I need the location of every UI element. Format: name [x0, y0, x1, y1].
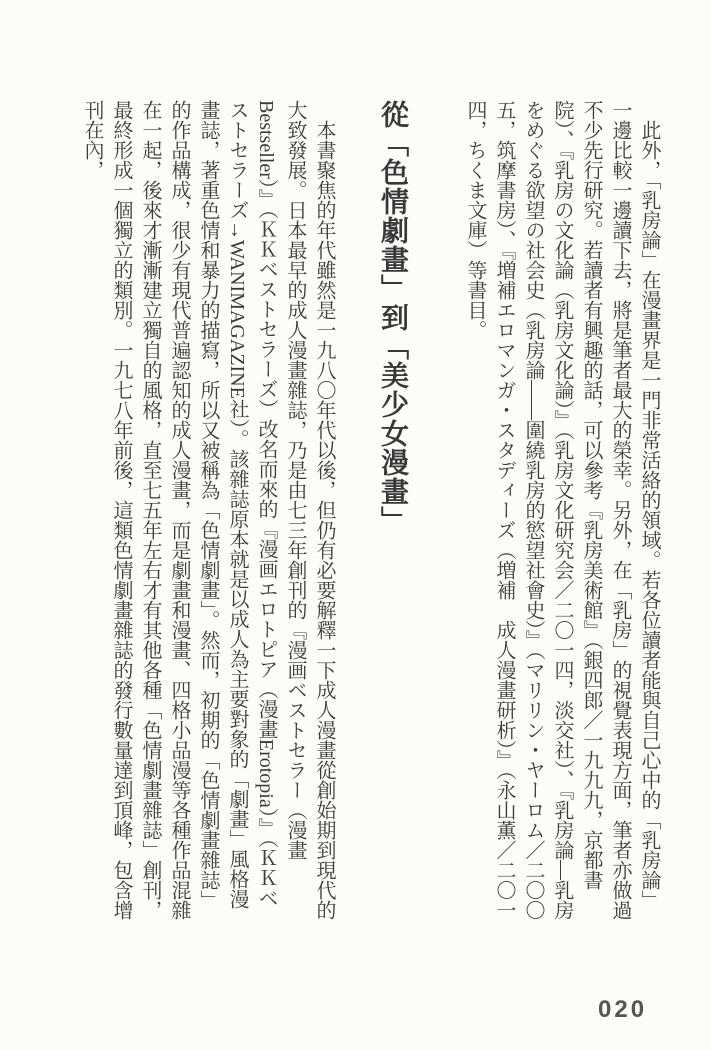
page-number: 020 — [598, 996, 648, 1023]
body-paragraph: 本書聚焦的年代雖然是一九八〇年代以後，但仍有必要解釋一下成人漫畫從創始期到現代的大致發展。日本最早的成人漫畫雜誌，乃是由七三年創刊的『漫画ベストセラー（漫畫Bestseller）』（ＫＫベストセラーズ）改名而來的『漫画エロトピア（漫畫Erotopia）』（ＫＫベストセラーズ→WANIMAGAZINE社）。該雜誌原本就是以成人為主要對象的「劇畫」風格漫畫誌，著重色情和暴力的描寫，所以又被稱為「色情劇畫」。然而，初期的「色情劇畫雜誌」的作品構成，很少有現代普遍認知的成人漫畫，而是劇畫和漫畫、四格小品漫等各種作品混雜在一起，後來才漸漸建立獨自的風格，直至七五年左右才有其他各種「色情劇畫雜誌」創刊，最終形成一個獨立的類別。一九七八年前後，這類色情劇畫雜誌的發行數量達到頂峰，包含增刊在內， — [81, 100, 335, 920]
page-text-area — [77, 100, 663, 922]
section-heading: 從「色情劇畫」到「美少女漫畫」 — [377, 100, 408, 535]
intro-paragraph: 此外，「乳房論」在漫畫界是一門非常活絡的領域。若各位讀者能與自己心中的「乳房論」一邊比較一邊讀下去，將是筆者最大的榮幸。另外，在「乳房」的視覺表現方面，筆者亦做過不少先行研究。若讀者有興趣的話，可以參考『乳房美術館』（銀四郎／一九九九，京都書院）、『乳房の文化論（乳房文化論）』（乳房文化研究会／二〇一四，淡交社）、『乳房論―乳房をめぐる欲望の社会史（乳房論――圍繞乳房的慾望社會史）』（マリリン・ヤーロム／二〇〇五，筑摩書房）、『増補エロマンガ・スタディーズ（増補 成人漫畫研析）』（永山薫／二〇一四，ちくま文庫）等書目。 — [464, 100, 660, 920]
